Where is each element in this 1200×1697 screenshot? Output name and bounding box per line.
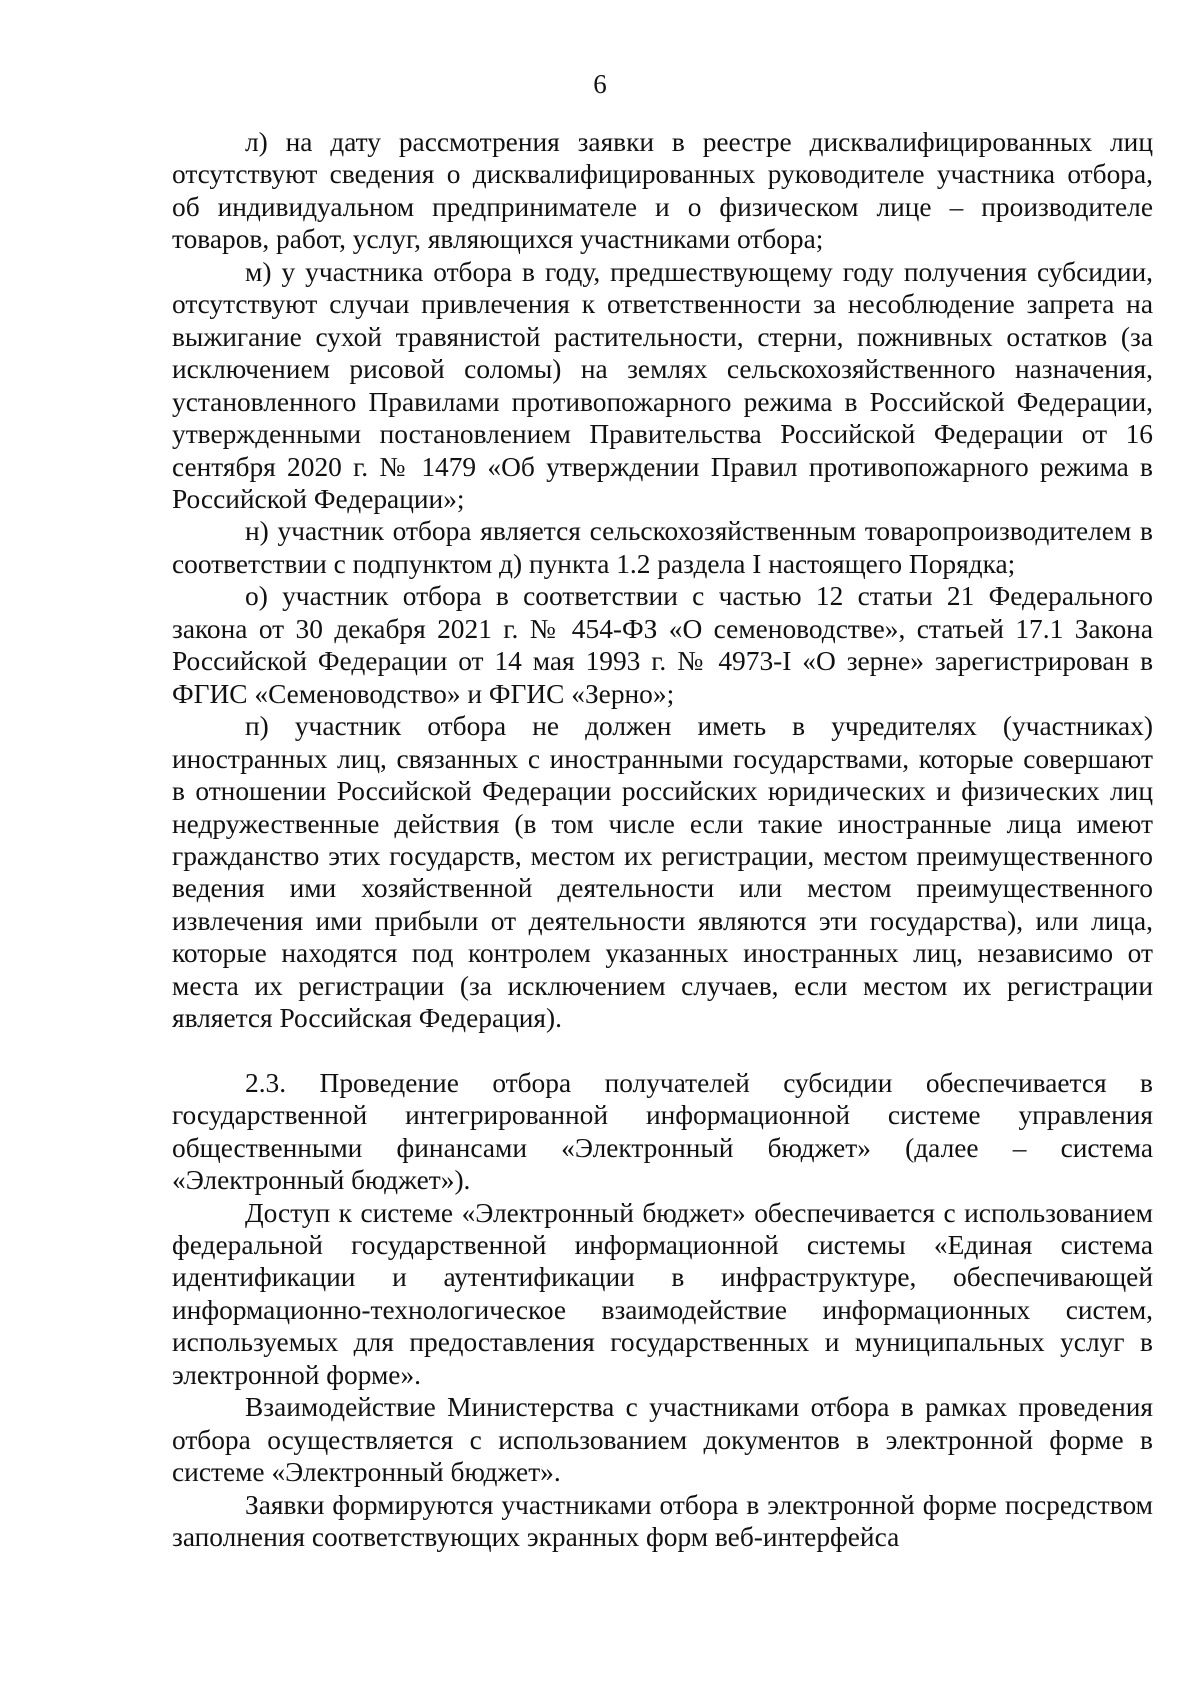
- paragraph-item-o: о) участник отбора в соответствии с частью 12 статьи 21 Федерального закона от 30 декабря 2021 г. № 454-ФЗ «О семеноводстве», статьей 17.1 Закона Российской Федерации от 14 мая 1993 г. № 4973-I «О зерне» зарегистрирован в ФГИС «Семеноводство» и ФГИС «Зерно»;: [172, 581, 1153, 709]
- page-number: 6: [593, 69, 607, 99]
- paragraph-section-2-3: 2.3. Проведение отбора получателей субсидии обеспечивается в государственной интегрированной информационной системе управления общественными финансами «Электронный бюджет» (далее – система «Электронный бюджет»).: [172, 1067, 1153, 1196]
- paragraph-item-l: л) на дату рассмотрения заявки в реестре дисквалифицированных лиц отсутствуют сведения о дисквалифицированных руководителе участника отбора, об индивидуальном предпринимателе и о физическом лице – производителе товаров, работ, услуг, являющихся участниками отбора;: [172, 127, 1153, 255]
- paragraph-access: Доступ к системе «Электронный бюджет» обеспечивается с использованием федеральной государственной информационной системы «Единая система идентификации и аутентификации в инфраструктуре, обеспечивающей информационно-технологическое взаимодействие информационных систем, используемых для предоставления государственных и муниципальных услуг в электронной форме».: [172, 1197, 1153, 1390]
- paragraph-item-p: п) участник отбора не должен иметь в учредителях (участниках) иностранных лиц, связанных с иностранными государствами, которые совершают в отношении Российской Федерации российских юридических и физических лиц недружественные действия (в том числе если такие иностранные лица имеют гражданство этих государств, местом их регистрации, местом преимущественного ведения ими хозяйственной деятельности или местом преимущественного извлечения ими прибыли от деятельности являются эти государства), или лица, которые находятся под контролем указанных иностранных лиц, независимо от места их регистрации (за исключением случаев, если местом их регистрации является Российская Федерация).: [172, 711, 1153, 1034]
- document-body: [172, 126, 1153, 1553]
- paragraph-applications: Заявки формируются участниками отбора в электронной форме посредством заполнения соответствующих экранных форм веб-интерфейса: [172, 1489, 1153, 1553]
- paragraph-item-n: н) участник отбора является сельскохозяйственным товаропроизводителем в соответствии с подпунктом д) пункта 1.2 раздела I настоящего Порядка;: [172, 516, 1153, 579]
- paragraph-interaction: Взаимодействие Министерства с участниками отбора в рамках проведения отбора осуществляется с использованием документов в электронной форме в системе «Электронный бюджет».: [172, 1392, 1153, 1488]
- paragraph-item-m: м) у участника отбора в году, предшествующему году получения субсидии, отсутствуют случаи привлечения к ответственности за несоблюдение запрета на выжигание сухой травянистой растительности, стерни, пожнивных остатков (за исключением рисовой соломы) на землях сельскохозяйственного назначения, установленного Правилами противопожарного режима в Российской Федерации, утвержденными постановлением Правительства Российской Федерации от 16 сентября 2020 г. № 1479 «Об утверждении Правил противопожарного режима в Российской Федерации»;: [172, 256, 1153, 514]
